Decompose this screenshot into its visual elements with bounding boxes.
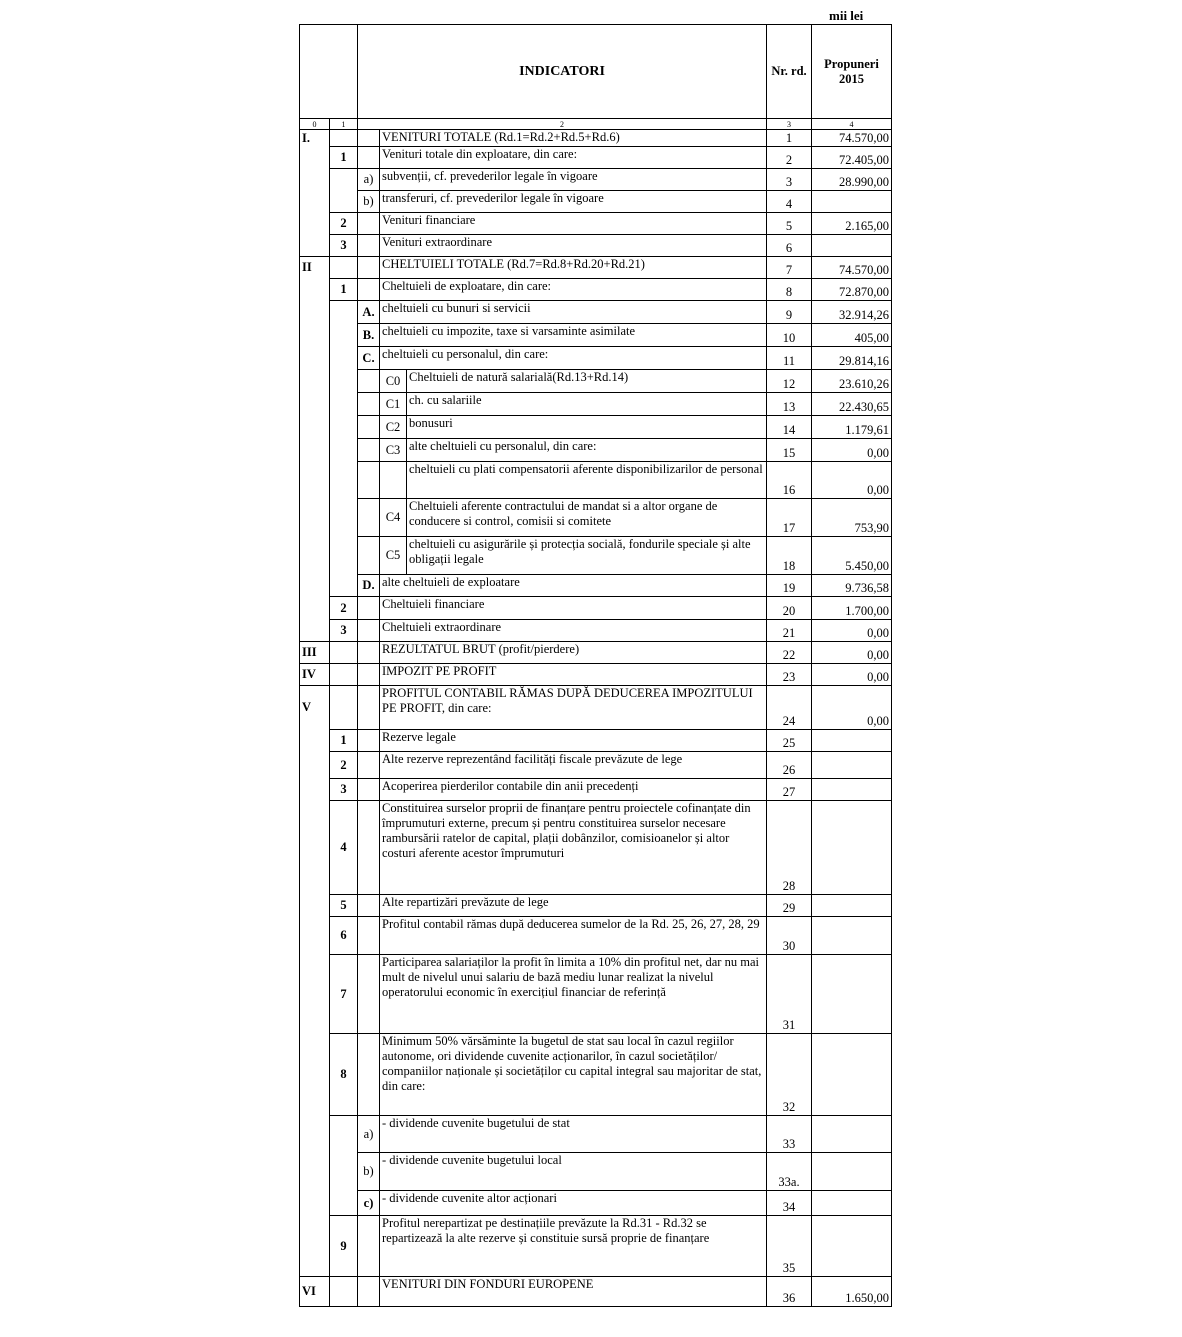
indicator-text: cheltuieli cu asigurările și protecția socială, fondurile speciale și alte obligații legale <box>407 537 767 575</box>
sub-item-cell <box>358 730 380 752</box>
table-row <box>300 347 892 370</box>
table-row <box>300 752 892 779</box>
table-row <box>300 1191 892 1216</box>
indicator-text: cheltuieli cu personalul, din care: <box>380 347 767 370</box>
value-cell <box>812 955 892 1034</box>
header-propuneri: Propuneri 2015 <box>812 25 892 119</box>
sub-item-cell <box>358 393 380 416</box>
item-number-cell <box>330 1191 358 1216</box>
indicator-text: - dividende cuvenite bugetului local <box>380 1153 767 1191</box>
indicator-text: - dividende cuvenite altor acționari <box>380 1191 767 1216</box>
value-cell <box>812 779 892 801</box>
table-row <box>300 370 892 393</box>
row-number-cell: 23 <box>767 664 812 686</box>
item-number-cell <box>330 1277 358 1307</box>
sub-sub-item-cell <box>380 462 407 499</box>
sub-item-cell <box>358 801 380 895</box>
sub-item-cell: a) <box>358 169 380 191</box>
table-row <box>300 257 892 279</box>
sub-item-cell: a) <box>358 1116 380 1153</box>
sub-item-cell <box>358 130 380 147</box>
sub-item-cell <box>358 779 380 801</box>
header-row <box>300 25 892 119</box>
sub-sub-item-cell: C4 <box>380 499 407 537</box>
table-row <box>300 130 892 147</box>
sub-item-cell <box>358 370 380 393</box>
item-number-cell: 4 <box>330 801 358 895</box>
value-cell <box>812 752 892 779</box>
row-number-cell: 19 <box>767 575 812 597</box>
table-row <box>300 895 892 917</box>
roman-numeral-cell <box>300 917 330 955</box>
item-number-cell: 3 <box>330 620 358 642</box>
table-row <box>300 191 892 213</box>
indicator-text: cheltuieli cu plati compensatorii aferente disponibilizarilor de personal <box>407 462 767 499</box>
table-row <box>300 213 892 235</box>
row-number-cell: 10 <box>767 324 812 347</box>
value-cell: 0,00 <box>812 620 892 642</box>
item-number-cell: 8 <box>330 1034 358 1116</box>
row-number-cell: 4 <box>767 191 812 213</box>
row-number-cell: 8 <box>767 279 812 301</box>
table-row <box>300 416 892 439</box>
roman-numeral-cell <box>300 575 330 597</box>
item-number-cell <box>330 1116 358 1153</box>
sub-sub-item-cell: C5 <box>380 537 407 575</box>
table-row <box>300 620 892 642</box>
item-number-cell <box>330 575 358 597</box>
row-number-cell: 5 <box>767 213 812 235</box>
roman-numeral-cell <box>300 955 330 1034</box>
table-row <box>300 301 892 324</box>
roman-numeral-cell <box>300 439 330 462</box>
roman-numeral-cell: III <box>300 642 330 664</box>
table-row <box>300 462 892 499</box>
item-number-cell: 3 <box>330 235 358 257</box>
row-number-cell: 22 <box>767 642 812 664</box>
indicator-text: ch. cu salariile <box>407 393 767 416</box>
value-cell <box>812 1191 892 1216</box>
table-row <box>300 439 892 462</box>
indicator-text: Venituri totale din exploatare, din care: <box>380 147 767 169</box>
table-row <box>300 235 892 257</box>
row-number-cell: 9 <box>767 301 812 324</box>
indicator-text: Constituirea surselor proprii de finanțare pentru proiectele cofinanțate din împrumuturi externe, precum și pentru constituirea surselor necesare rambursării ratelor de capital, plații dobânzilor, comisioanelor și altor costuri aferente acestor împrumuturi <box>380 801 767 895</box>
row-number-cell: 11 <box>767 347 812 370</box>
row-number-cell: 30 <box>767 917 812 955</box>
indicator-text: bonusuri <box>407 416 767 439</box>
row-number-cell: 24 <box>767 686 812 730</box>
item-number-cell <box>330 416 358 439</box>
unit-label: mii lei <box>829 8 864 23</box>
table-row <box>300 642 892 664</box>
item-number-cell <box>330 347 358 370</box>
indicator-text: alte cheltuieli cu personalul, din care: <box>407 439 767 462</box>
indicator-text: Venituri financiare <box>380 213 767 235</box>
table-row <box>300 917 892 955</box>
indicator-text: transferuri, cf. prevederilor legale în vigoare <box>380 191 767 213</box>
table-row <box>300 955 892 1034</box>
row-number-cell: 18 <box>767 537 812 575</box>
roman-numeral-cell <box>300 1191 330 1216</box>
item-number-cell <box>330 130 358 147</box>
roman-numeral-cell <box>300 895 330 917</box>
sub-item-cell <box>358 439 380 462</box>
roman-numeral-cell <box>300 620 330 642</box>
row-number-cell: 35 <box>767 1216 812 1277</box>
value-cell <box>812 1034 892 1116</box>
roman-numeral-cell <box>300 213 330 235</box>
item-number-cell <box>330 642 358 664</box>
value-cell: 1.650,00 <box>812 1277 892 1307</box>
item-number-cell <box>330 686 358 730</box>
row-number-cell: 6 <box>767 235 812 257</box>
roman-numeral-cell <box>300 416 330 439</box>
value-cell: 32.914,26 <box>812 301 892 324</box>
item-number-cell: 1 <box>330 279 358 301</box>
colnum-3: 3 <box>767 119 812 130</box>
sub-item-cell <box>358 416 380 439</box>
roman-numeral-cell: I. <box>300 130 330 147</box>
indicator-text: Alte rezerve reprezentând facilități fiscale prevăzute de lege <box>380 752 767 779</box>
value-cell: 0,00 <box>812 686 892 730</box>
indicator-text: Minimum 50% vărsăminte la bugetul de stat sau local în cazul regiilor autonome, ori dividende cuvenite acționarilor, în cazul societăților/ companiilor naționale și societăților cu capital integral sau majoritar de stat, din care: <box>380 1034 767 1116</box>
colnum-2: 2 <box>358 119 767 130</box>
value-cell: 72.870,00 <box>812 279 892 301</box>
row-number-cell: 33 <box>767 1116 812 1153</box>
table-row <box>300 730 892 752</box>
row-number-cell: 31 <box>767 955 812 1034</box>
row-number-cell: 29 <box>767 895 812 917</box>
roman-numeral-cell <box>300 301 330 324</box>
sub-item-cell <box>358 895 380 917</box>
value-cell <box>812 1216 892 1277</box>
indicator-text: VENITURI TOTALE (Rd.1=Rd.2+Rd.5+Rd.6) <box>380 130 767 147</box>
table-row <box>300 169 892 191</box>
sub-item-cell <box>358 537 380 575</box>
table-row <box>300 664 892 686</box>
table-row <box>300 1277 892 1307</box>
roman-numeral-cell: IV <box>300 664 330 686</box>
value-cell <box>812 235 892 257</box>
item-number-cell <box>330 257 358 279</box>
sub-item-cell: B. <box>358 324 380 347</box>
row-number-cell: 36 <box>767 1277 812 1307</box>
colnum-0: 0 <box>300 119 330 130</box>
table-row <box>300 575 892 597</box>
item-number-cell <box>330 537 358 575</box>
value-cell: 1.700,00 <box>812 597 892 620</box>
indicator-text: CHELTUIELI TOTALE (Rd.7=Rd.8+Rd.20+Rd.21) <box>380 257 767 279</box>
item-number-cell <box>330 191 358 213</box>
roman-numeral-cell <box>300 779 330 801</box>
indicator-text: PROFITUL CONTABIL RĂMAS DUPĂ DEDUCEREA IMPOZITULUI PE PROFIT, din care: <box>380 686 767 730</box>
item-number-cell: 2 <box>330 597 358 620</box>
sub-item-cell <box>358 752 380 779</box>
sub-item-cell <box>358 1216 380 1277</box>
sub-item-cell <box>358 664 380 686</box>
value-cell: 5.450,00 <box>812 537 892 575</box>
indicator-text: cheltuieli cu impozite, taxe si varsaminte asimilate <box>380 324 767 347</box>
item-number-cell: 6 <box>330 917 358 955</box>
roman-numeral-cell <box>300 1116 330 1153</box>
indicator-text: Profitul contabil rămas după deducerea sumelor de la Rd. 25, 26, 27, 28, 29 <box>380 917 767 955</box>
sub-item-cell <box>358 147 380 169</box>
row-number-cell: 3 <box>767 169 812 191</box>
sub-item-cell <box>358 597 380 620</box>
roman-numeral-cell <box>300 1034 330 1116</box>
value-cell <box>812 917 892 955</box>
row-number-cell: 17 <box>767 499 812 537</box>
indicator-text: Alte repartizări prevăzute de lege <box>380 895 767 917</box>
sub-sub-item-cell: C1 <box>380 393 407 416</box>
indicator-text: Acoperirea pierderilor contabile din anii precedenți <box>380 779 767 801</box>
value-cell: 0,00 <box>812 439 892 462</box>
value-cell: 1.179,61 <box>812 416 892 439</box>
indicator-text: Cheltuieli de exploatare, din care: <box>380 279 767 301</box>
sub-item-cell <box>358 1277 380 1307</box>
table-row <box>300 147 892 169</box>
roman-numeral-cell <box>300 393 330 416</box>
row-number-cell: 13 <box>767 393 812 416</box>
header-blank-cell <box>300 25 358 119</box>
roman-numeral-cell <box>300 752 330 779</box>
item-number-cell: 3 <box>330 779 358 801</box>
roman-numeral-cell <box>300 147 330 169</box>
roman-numeral-cell <box>300 499 330 537</box>
sub-sub-item-cell: C0 <box>380 370 407 393</box>
sub-item-cell <box>358 620 380 642</box>
item-number-cell: 5 <box>330 895 358 917</box>
table-row <box>300 1216 892 1277</box>
table-row <box>300 393 892 416</box>
sub-item-cell: b) <box>358 1153 380 1191</box>
sub-item-cell <box>358 1034 380 1116</box>
header-indicatori: INDICATORI <box>358 25 767 119</box>
header-nr-rd: Nr. rd. <box>767 25 812 119</box>
sub-item-cell: C. <box>358 347 380 370</box>
row-number-cell: 14 <box>767 416 812 439</box>
sub-item-cell <box>358 642 380 664</box>
table-row <box>300 1116 892 1153</box>
row-number-cell: 16 <box>767 462 812 499</box>
indicator-text: Cheltuieli extraordinare <box>380 620 767 642</box>
value-cell: 74.570,00 <box>812 257 892 279</box>
row-number-cell: 20 <box>767 597 812 620</box>
indicator-text: subvenții, cf. prevederilor legale în vigoare <box>380 169 767 191</box>
row-number-cell: 1 <box>767 130 812 147</box>
roman-numeral-cell <box>300 370 330 393</box>
value-cell: 9.736,58 <box>812 575 892 597</box>
roman-numeral-cell <box>300 801 330 895</box>
table-row <box>300 499 892 537</box>
roman-numeral-cell <box>300 191 330 213</box>
value-cell <box>812 801 892 895</box>
budget-table <box>299 24 892 1307</box>
sub-item-cell <box>358 686 380 730</box>
item-number-cell <box>330 664 358 686</box>
row-number-cell: 32 <box>767 1034 812 1116</box>
indicator-text: Profitul nerepartizat pe destinațiile prevăzute la Rd.31 - Rd.32 se repartizează la alte rezerve și constituie sursă proprie de finanțare <box>380 1216 767 1277</box>
value-cell: 753,90 <box>812 499 892 537</box>
sub-sub-item-cell: C3 <box>380 439 407 462</box>
item-number-cell <box>330 324 358 347</box>
roman-numeral-cell: VI <box>300 1277 330 1307</box>
indicator-text: cheltuieli cu bunuri si servicii <box>380 301 767 324</box>
indicator-text: - dividende cuvenite bugetului de stat <box>380 1116 767 1153</box>
indicator-text: REZULTATUL BRUT (profit/pierdere) <box>380 642 767 664</box>
item-number-cell <box>330 169 358 191</box>
roman-numeral-cell <box>300 235 330 257</box>
item-number-cell <box>330 439 358 462</box>
row-number-cell: 15 <box>767 439 812 462</box>
roman-numeral-cell: II <box>300 257 330 279</box>
column-number-row <box>300 119 892 130</box>
value-cell: 405,00 <box>812 324 892 347</box>
sub-item-cell <box>358 955 380 1034</box>
item-number-cell: 2 <box>330 213 358 235</box>
sub-item-cell <box>358 257 380 279</box>
indicator-text: Participarea salariaților la profit în limita a 10% din profitul net, dar nu mai mult de nivelul unui salariu de bază mediu lunar realizat la nivelul operatorului economic în exercițiul financiar de referință <box>380 955 767 1034</box>
roman-numeral-cell <box>300 730 330 752</box>
value-cell <box>812 730 892 752</box>
value-cell: 2.165,00 <box>812 213 892 235</box>
row-number-cell: 2 <box>767 147 812 169</box>
sub-item-cell: b) <box>358 191 380 213</box>
value-cell: 23.610,26 <box>812 370 892 393</box>
table-row <box>300 1034 892 1116</box>
sub-item-cell <box>358 235 380 257</box>
indicator-text: Cheltuieli de natură salarială(Rd.13+Rd.14) <box>407 370 767 393</box>
value-cell: 72.405,00 <box>812 147 892 169</box>
sub-sub-item-cell: C2 <box>380 416 407 439</box>
roman-numeral-cell <box>300 1216 330 1277</box>
sub-item-cell <box>358 462 380 499</box>
roman-numeral-cell <box>300 537 330 575</box>
row-number-cell: 34 <box>767 1191 812 1216</box>
sub-item-cell <box>358 917 380 955</box>
roman-numeral-cell <box>300 279 330 301</box>
item-number-cell: 1 <box>330 730 358 752</box>
value-cell <box>812 1153 892 1191</box>
value-cell: 74.570,00 <box>812 130 892 147</box>
value-cell <box>812 895 892 917</box>
indicator-text: Rezerve legale <box>380 730 767 752</box>
item-number-cell <box>330 1153 358 1191</box>
sub-item-cell: A. <box>358 301 380 324</box>
row-number-cell: 33a. <box>767 1153 812 1191</box>
table-row <box>300 686 892 730</box>
value-cell <box>812 191 892 213</box>
row-number-cell: 12 <box>767 370 812 393</box>
value-cell: 0,00 <box>812 642 892 664</box>
table-row <box>300 779 892 801</box>
indicator-text: alte cheltuieli de exploatare <box>380 575 767 597</box>
roman-numeral-cell <box>300 324 330 347</box>
table-row <box>300 597 892 620</box>
sub-item-cell: c) <box>358 1191 380 1216</box>
item-number-cell: 7 <box>330 955 358 1034</box>
item-number-cell: 1 <box>330 147 358 169</box>
table-row <box>300 324 892 347</box>
row-number-cell: 27 <box>767 779 812 801</box>
roman-numeral-cell: V <box>300 686 330 730</box>
table-row <box>300 801 892 895</box>
colnum-1: 1 <box>330 119 358 130</box>
indicator-text: VENITURI DIN FONDURI EUROPENE <box>380 1277 767 1307</box>
row-number-cell: 26 <box>767 752 812 779</box>
roman-numeral-cell <box>300 169 330 191</box>
value-cell <box>812 1116 892 1153</box>
value-cell: 29.814,16 <box>812 347 892 370</box>
item-number-cell: 9 <box>330 1216 358 1277</box>
value-cell: 0,00 <box>812 664 892 686</box>
roman-numeral-cell <box>300 347 330 370</box>
table-row <box>300 1153 892 1191</box>
value-cell: 22.430,65 <box>812 393 892 416</box>
sub-item-cell: D. <box>358 575 380 597</box>
sub-item-cell <box>358 279 380 301</box>
sub-item-cell <box>358 213 380 235</box>
roman-numeral-cell <box>300 1153 330 1191</box>
item-number-cell <box>330 499 358 537</box>
colnum-4: 4 <box>812 119 892 130</box>
indicator-text: Venituri extraordinare <box>380 235 767 257</box>
indicator-text: IMPOZIT PE PROFIT <box>380 664 767 686</box>
table-row <box>300 279 892 301</box>
sub-item-cell <box>358 499 380 537</box>
indicator-text: Cheltuieli aferente contractului de mandat si a altor organe de conducere si control, comisii si comitete <box>407 499 767 537</box>
roman-numeral-cell <box>300 597 330 620</box>
item-number-cell <box>330 370 358 393</box>
value-cell: 28.990,00 <box>812 169 892 191</box>
item-number-cell <box>330 393 358 416</box>
item-number-cell <box>330 301 358 324</box>
row-number-cell: 21 <box>767 620 812 642</box>
item-number-cell: 2 <box>330 752 358 779</box>
item-number-cell <box>330 462 358 499</box>
row-number-cell: 28 <box>767 801 812 895</box>
table-row <box>300 537 892 575</box>
row-number-cell: 7 <box>767 257 812 279</box>
roman-numeral-cell <box>300 462 330 499</box>
row-number-cell: 25 <box>767 730 812 752</box>
indicator-text: Cheltuieli financiare <box>380 597 767 620</box>
value-cell: 0,00 <box>812 462 892 499</box>
